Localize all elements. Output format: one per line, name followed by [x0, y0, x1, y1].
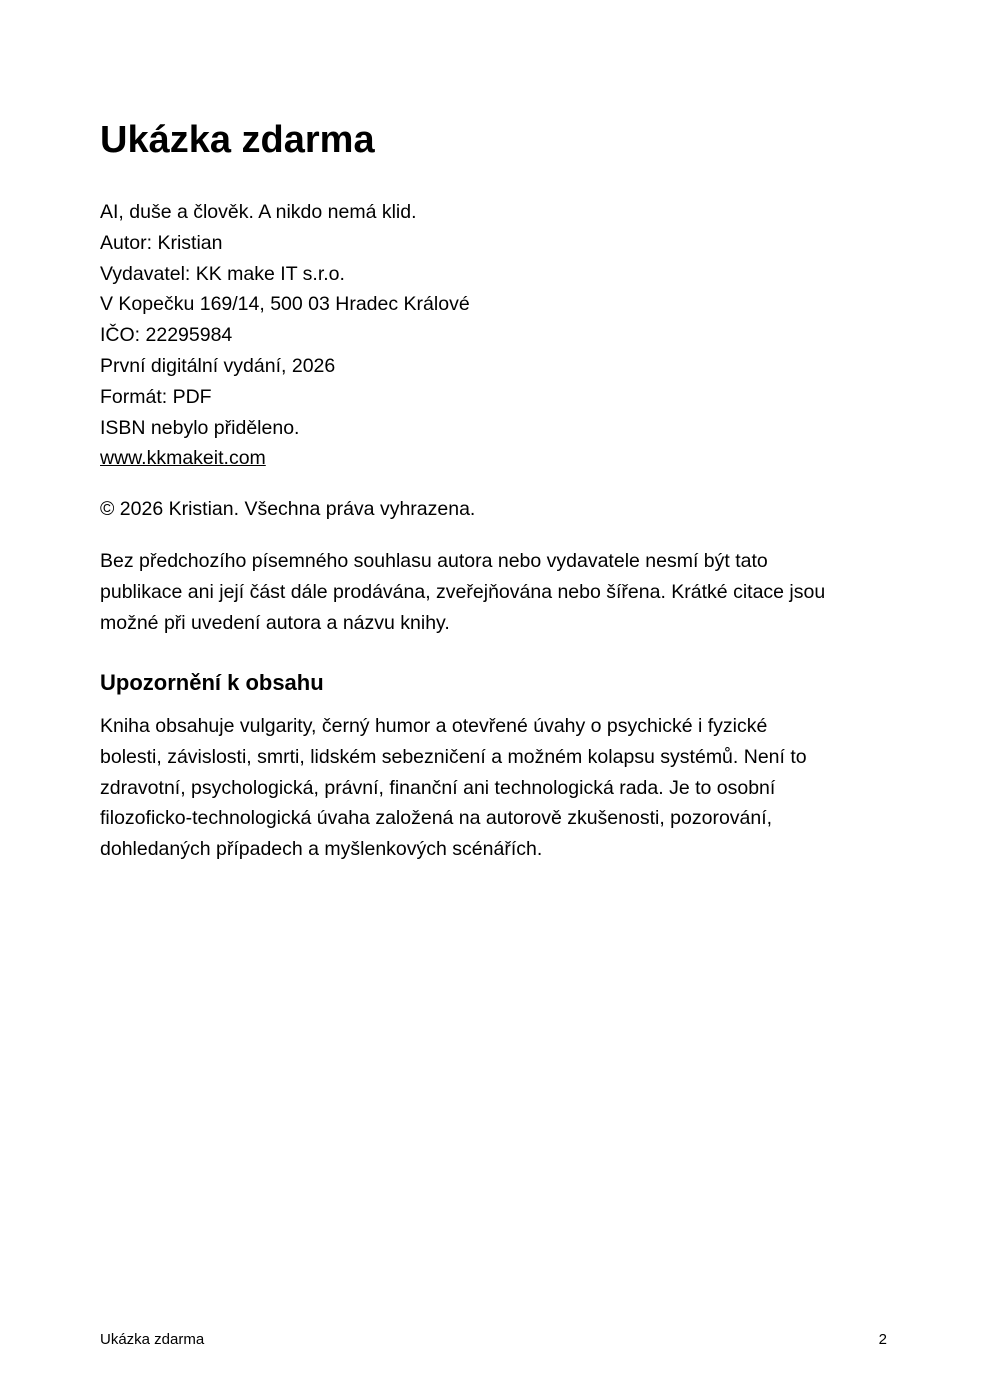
author-line: Autor: Kristian — [100, 231, 223, 254]
content-warning-heading: Upozornění k obsahu — [100, 670, 324, 695]
copyright-notice: © 2026 Kristian. Všechna práva vyhrazena. — [100, 498, 476, 520]
address-line: V Kopečku 169/14, 500 03 Hradec Králové — [100, 293, 470, 316]
book-title-line: AI, duše a člověk. A nikdo nemá klid. — [100, 201, 417, 223]
website-link[interactable]: www.kkmakeit.com — [100, 447, 266, 470]
format-line: Formát: PDF — [100, 385, 212, 408]
publisher-line: Vydavatel: KK make IT s.r.o. — [100, 262, 345, 285]
rights-line: Bez předchozího písemného souhlasu autora nebo vydavatele nesmí být tato — [100, 550, 768, 572]
rights-paragraph — [100, 546, 890, 638]
publication-info — [100, 197, 470, 474]
warning-line: bolesti, závislosti, smrti, lidském sebezničení a možném kolapsu systémů. Není to — [100, 745, 807, 768]
warning-line: zdravotní, psychologická, právní, finanční ani technologická rada. Je to osobní — [100, 776, 776, 799]
rights-line: publikace ani její část dále prodávána, zveřejňována nebo šířena. Krátké citace jsou — [100, 580, 826, 603]
page-title: Ukázka zdarma — [100, 119, 375, 161]
page-number: 2 — [878, 1331, 887, 1348]
company-id-line: IČO: 22295984 — [100, 324, 233, 347]
edition-line: První digitální vydání, 2026 — [100, 354, 336, 377]
warning-line: Kniha obsahuje vulgarity, černý humor a otevřené úvahy o psychické i fyzické — [100, 715, 768, 737]
website-line — [100, 443, 470, 474]
isbn-line: ISBN nebylo přiděleno. — [100, 416, 300, 439]
content-warning-paragraph — [100, 711, 890, 865]
warning-line: dohledaných případech a myšlenkových scénářích. — [100, 838, 543, 861]
warning-line: filozoficko-technologická úvaha založená na autorově zkušenosti, pozorování, — [100, 807, 773, 830]
footer-title: Ukázka zdarma — [100, 1331, 205, 1348]
rights-line: možné při uvedení autora a názvu knihy. — [100, 611, 450, 634]
